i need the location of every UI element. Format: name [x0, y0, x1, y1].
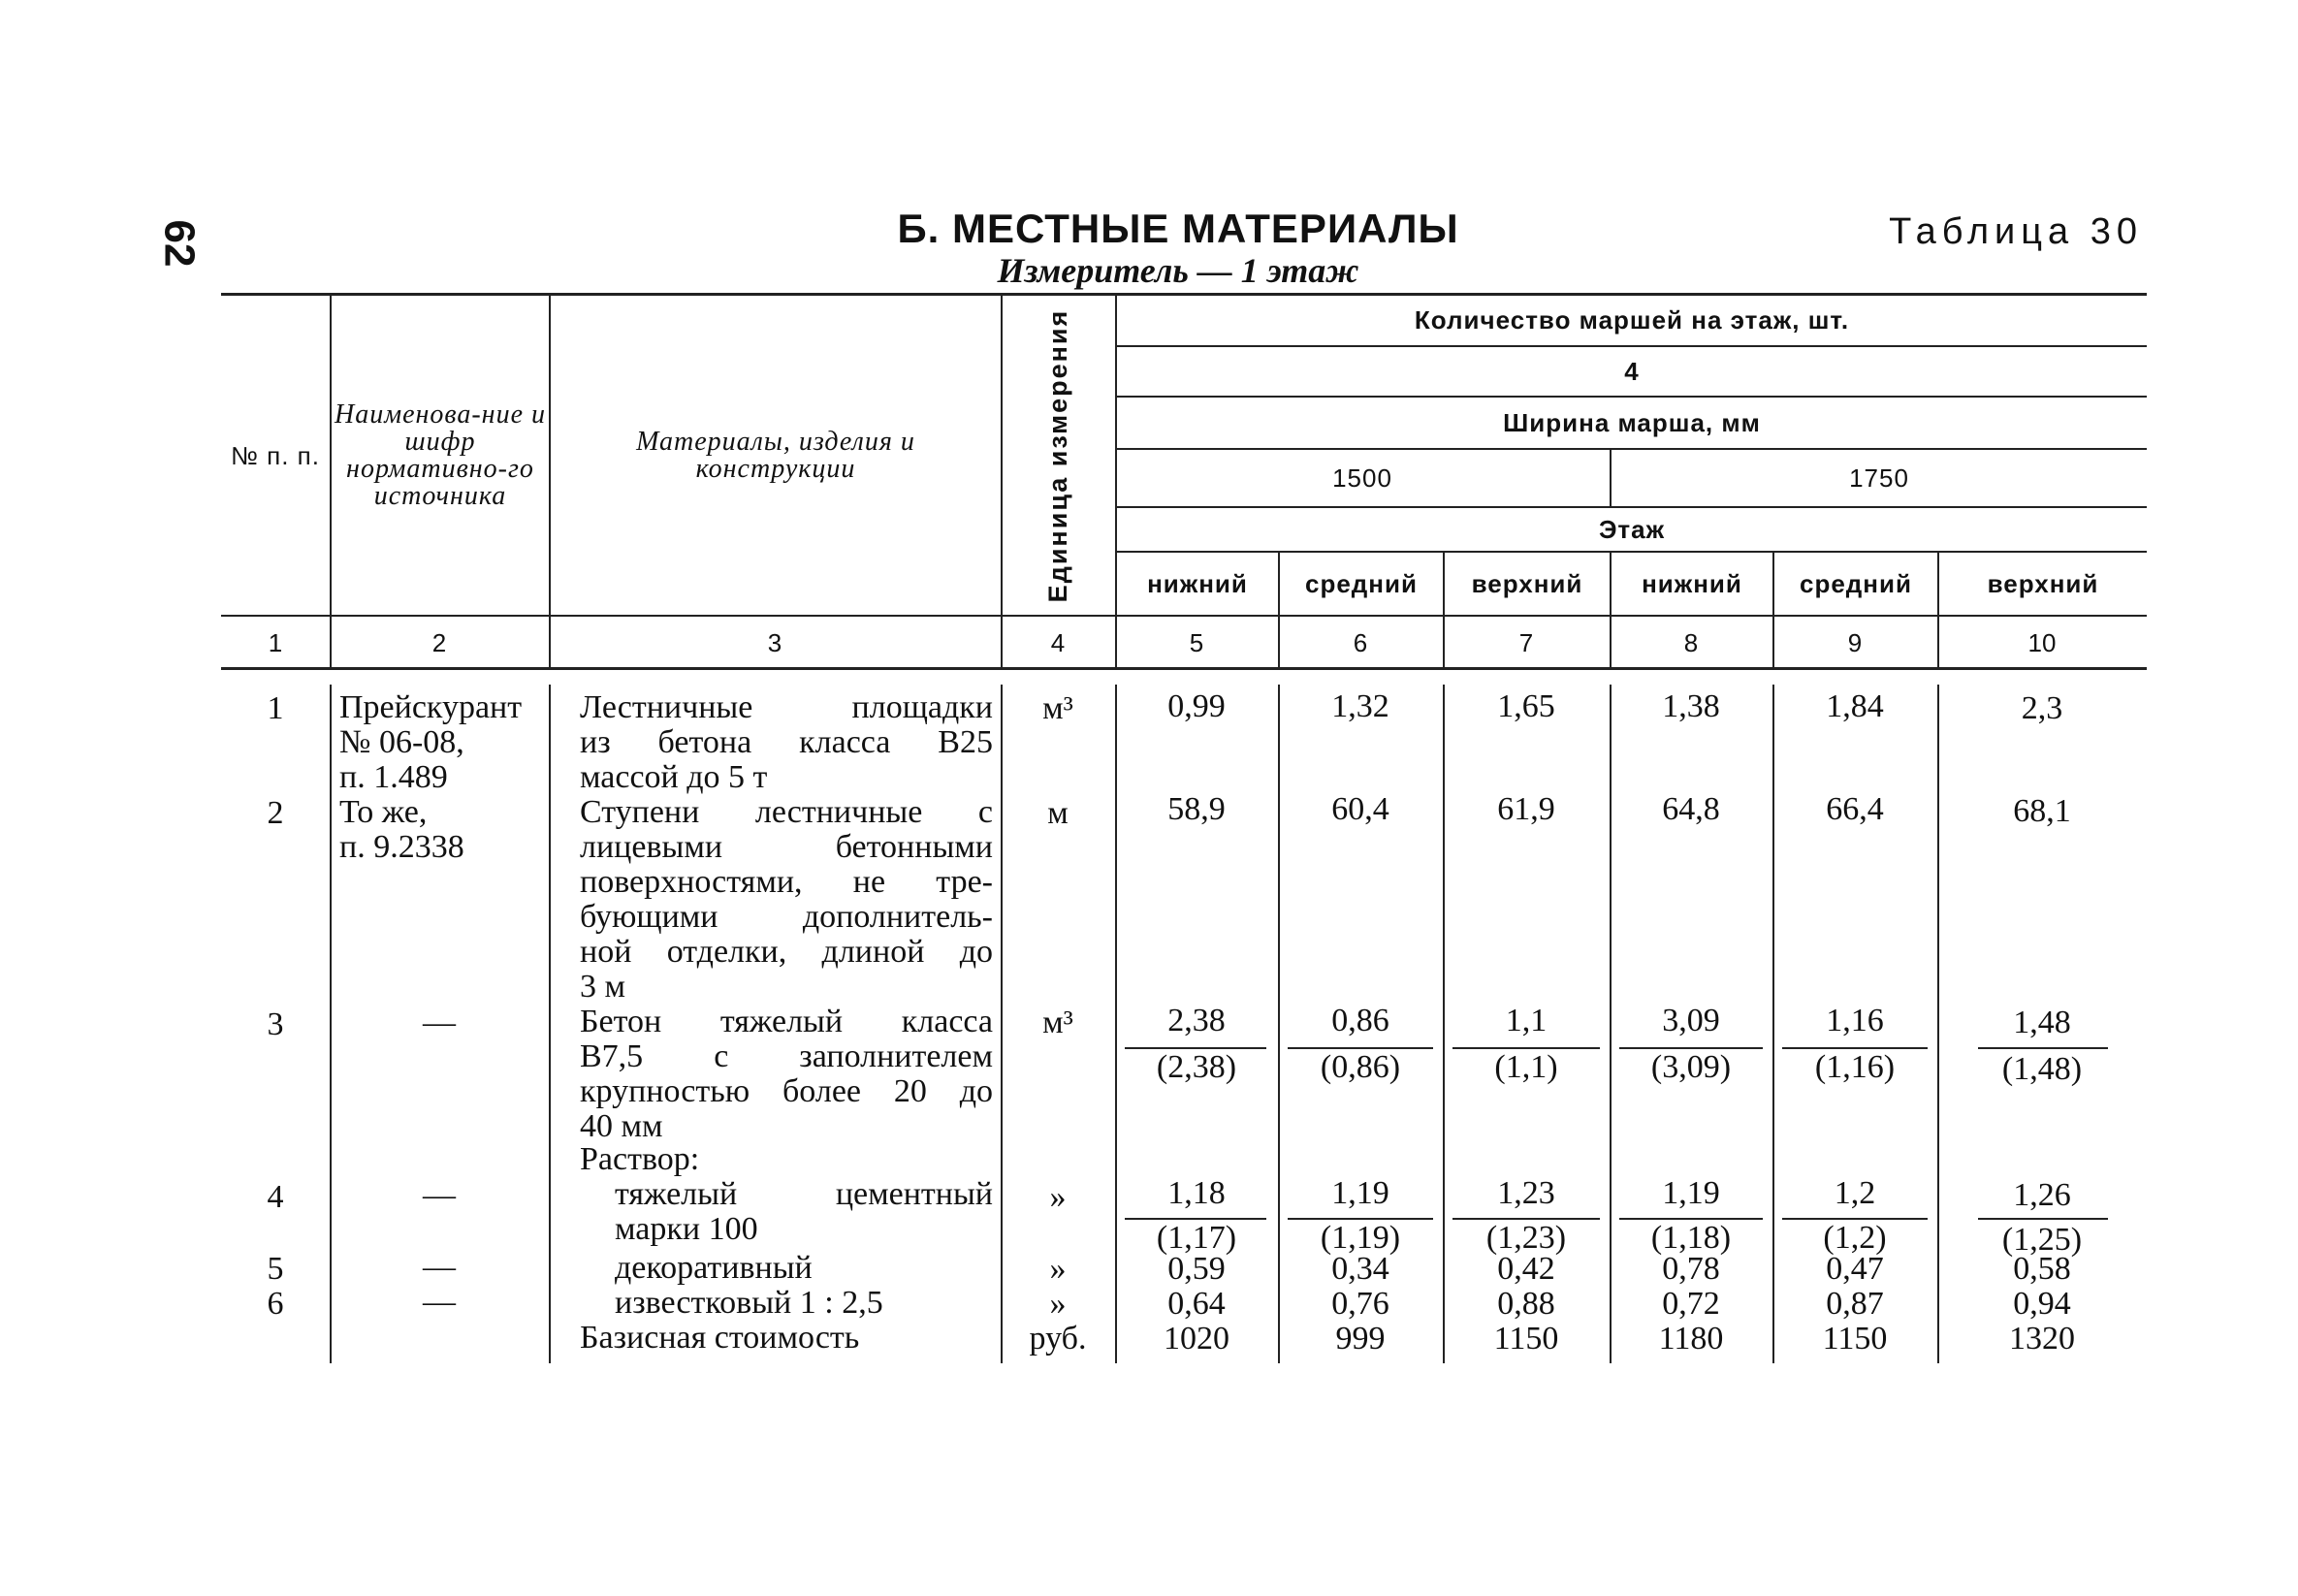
page-number: 62: [155, 219, 204, 268]
row-source: —: [423, 1249, 456, 1285]
value-cell: 2,38: [1167, 1003, 1226, 1038]
value-cell: 0,72: [1662, 1286, 1720, 1322]
row-material: тяжелый цементный: [615, 1176, 993, 1212]
value-cell: 1,19: [1662, 1175, 1720, 1211]
row-unit: м³: [1042, 1005, 1073, 1040]
row-material: В7,5 с заполнителем: [580, 1038, 993, 1074]
row-source: —: [423, 1177, 456, 1213]
row-material: Лестничные площадки: [580, 689, 993, 725]
value-cell: 1,48: [2013, 1005, 2071, 1040]
sub-value-cell: (1,23): [1485, 1220, 1567, 1256]
row-source: То же,: [339, 794, 428, 830]
value-cell: 60,4: [1331, 791, 1389, 827]
column-number-top-rule: [221, 615, 2147, 617]
floor-lower: нижний: [1147, 569, 1248, 598]
row-material: 40 мм: [580, 1108, 663, 1144]
value-cell: 2,3: [2021, 690, 2063, 726]
value-cell: 68,1: [2013, 793, 2071, 829]
sub-value-cell: (1,25): [2001, 1222, 2083, 1258]
value-cell: 0,99: [1167, 688, 1226, 724]
sub-value-cell: (1,18): [1650, 1220, 1732, 1256]
header-width: Ширина марша, мм: [1503, 408, 1761, 437]
row-unit: »: [1049, 1286, 1067, 1322]
col-divider: [1001, 293, 1003, 667]
value-cell: 0,58: [2013, 1251, 2071, 1287]
column-number: 4: [1050, 628, 1066, 657]
value-cell: 1020: [1164, 1321, 1229, 1357]
column-number: 9: [1847, 628, 1863, 657]
base-cost-label: Базисная стоимость: [580, 1320, 860, 1356]
value-cell: 1180: [1658, 1321, 1724, 1357]
value-cell: 1,18: [1167, 1175, 1226, 1211]
column-number: 6: [1353, 628, 1368, 657]
row-unit: м: [1047, 795, 1069, 831]
row-material: лицевыми бетонными: [580, 829, 993, 865]
row-unit: м³: [1042, 690, 1073, 726]
row-material: 3 м: [580, 969, 626, 1005]
column-number: 5: [1189, 628, 1204, 657]
sub-value-cell: (3,09): [1650, 1049, 1732, 1085]
value-cell: 1320: [2009, 1321, 2075, 1357]
row-material: массой до 5 т: [580, 759, 768, 795]
value-cell: 3,09: [1662, 1003, 1720, 1038]
sub-value-cell: (1,48): [2001, 1051, 2083, 1087]
row-material: крупностью более 20 до: [580, 1073, 993, 1109]
value-cell: 64,8: [1662, 791, 1720, 827]
row-number: 2: [267, 795, 284, 831]
header-materials: Материалы, изделия и конструкции: [636, 427, 915, 484]
value-cell: 1,23: [1497, 1175, 1555, 1211]
row-source: № 06-08,: [339, 724, 464, 760]
row-number: 1: [267, 690, 284, 726]
row-unit: »: [1049, 1251, 1067, 1287]
row-number: 5: [267, 1251, 284, 1287]
floor-upper: верхний: [1471, 569, 1583, 598]
value-cell: 1,65: [1497, 688, 1555, 724]
column-number: 10: [2027, 628, 2057, 657]
row-number: 4: [267, 1179, 284, 1215]
column-number: 8: [1683, 628, 1699, 657]
row-material: марки 100: [615, 1211, 758, 1247]
value-cell: 999: [1335, 1321, 1386, 1357]
header-marches: Количество маршей на этаж, шт.: [1414, 305, 1850, 335]
value-cell: 1,84: [1826, 688, 1884, 724]
value-cell: 1150: [1493, 1321, 1559, 1357]
value-cell: 1,16: [1826, 1003, 1884, 1038]
floor-middle: средний: [1305, 569, 1418, 598]
row-unit: »: [1049, 1179, 1067, 1215]
row-number: 3: [267, 1006, 284, 1042]
value-cell: 0,42: [1497, 1251, 1555, 1287]
col-divider: [549, 293, 551, 667]
value-cell: 1,1: [1505, 1003, 1548, 1038]
value-cell: 1,26: [2013, 1177, 2071, 1213]
value-cell: 0,47: [1826, 1251, 1884, 1287]
row-source: Прейскурант: [339, 689, 523, 725]
row-source: —: [423, 1005, 456, 1040]
column-number: 2: [431, 628, 447, 657]
sub-value-cell: (1,17): [1156, 1220, 1237, 1256]
sub-value-cell: (1,19): [1320, 1220, 1401, 1256]
header-source: Наименова-ние и шифр нормативно-го источника: [334, 399, 546, 511]
value-cell: 0,87: [1826, 1286, 1884, 1322]
value-cell: 1,2: [1834, 1175, 1876, 1211]
row-material: Ступени лестничные с: [580, 794, 993, 830]
row-source: п. 9.2338: [339, 829, 464, 865]
sub-value-cell: (2,38): [1156, 1049, 1237, 1085]
value-cell: 0,76: [1331, 1286, 1389, 1322]
value-cell: 0,86: [1331, 1003, 1389, 1038]
table-label: Таблица 30: [1889, 211, 2143, 252]
row-material: поверхностями, не тре-: [580, 864, 993, 900]
header-floor: Этаж: [1598, 515, 1666, 544]
table-subtitle: Измеритель — 1 этаж: [997, 251, 1359, 290]
value-cell: 1150: [1822, 1321, 1888, 1357]
value-cell: 0,64: [1167, 1286, 1226, 1322]
sub-value-cell: (1,1): [1494, 1049, 1558, 1085]
column-number: 1: [268, 628, 283, 657]
fraction-bar: [1978, 1047, 2108, 1049]
header-marches-value: 4: [1624, 357, 1640, 386]
value-cell: 0,34: [1331, 1251, 1389, 1287]
row-source: —: [423, 1284, 456, 1320]
row-material: из бетона класса В25: [580, 724, 993, 760]
value-cell: 0,88: [1497, 1286, 1555, 1322]
row-material: ной отделки, длиной до: [580, 934, 993, 970]
sub-value-cell: (1,2): [1823, 1220, 1887, 1256]
value-cell: 0,94: [2013, 1286, 2071, 1322]
col-divider: [549, 685, 551, 1363]
row-material: декоративный: [615, 1250, 813, 1286]
sub-value-cell: (1,16): [1814, 1049, 1896, 1085]
floor-lower: нижний: [1642, 569, 1742, 598]
col-divider: [330, 293, 332, 667]
column-number-bottom-rule: [221, 667, 2147, 670]
value-cell: 58,9: [1167, 791, 1226, 827]
value-cell: 66,4: [1826, 791, 1884, 827]
fraction-bar: [1978, 1218, 2108, 1220]
row-number: 6: [267, 1286, 284, 1322]
row-material: бующими дополнитель-: [580, 899, 993, 935]
value-cell: 1,32: [1331, 688, 1389, 724]
section-title: Б. МЕСТНЫЕ МАТЕРИАЛЫ: [897, 206, 1459, 251]
group-heading: Раствор:: [580, 1141, 700, 1177]
value-cell: 1,19: [1331, 1175, 1389, 1211]
row-material: Бетон тяжелый класса: [580, 1004, 993, 1039]
value-cell: 0,59: [1167, 1251, 1226, 1287]
floor-upper: верхний: [1987, 569, 2099, 598]
sub-value-cell: (0,86): [1320, 1049, 1401, 1085]
value-cell: 0,78: [1662, 1251, 1720, 1287]
row-source: п. 1.489: [339, 759, 448, 795]
header-width-1750: 1750: [1849, 463, 1909, 493]
header-width-1500: 1500: [1332, 463, 1392, 493]
value-cell: 1,38: [1662, 688, 1720, 724]
floor-middle: средний: [1800, 569, 1912, 598]
column-number: 7: [1518, 628, 1534, 657]
row-material: известковый 1 : 2,5: [615, 1285, 883, 1321]
header-num: № п. п.: [231, 441, 320, 470]
value-cell: 61,9: [1497, 791, 1555, 827]
row-unit: руб.: [1029, 1321, 1087, 1357]
column-number: 3: [767, 628, 782, 657]
header-unit: Единица измерения: [1043, 308, 1072, 603]
